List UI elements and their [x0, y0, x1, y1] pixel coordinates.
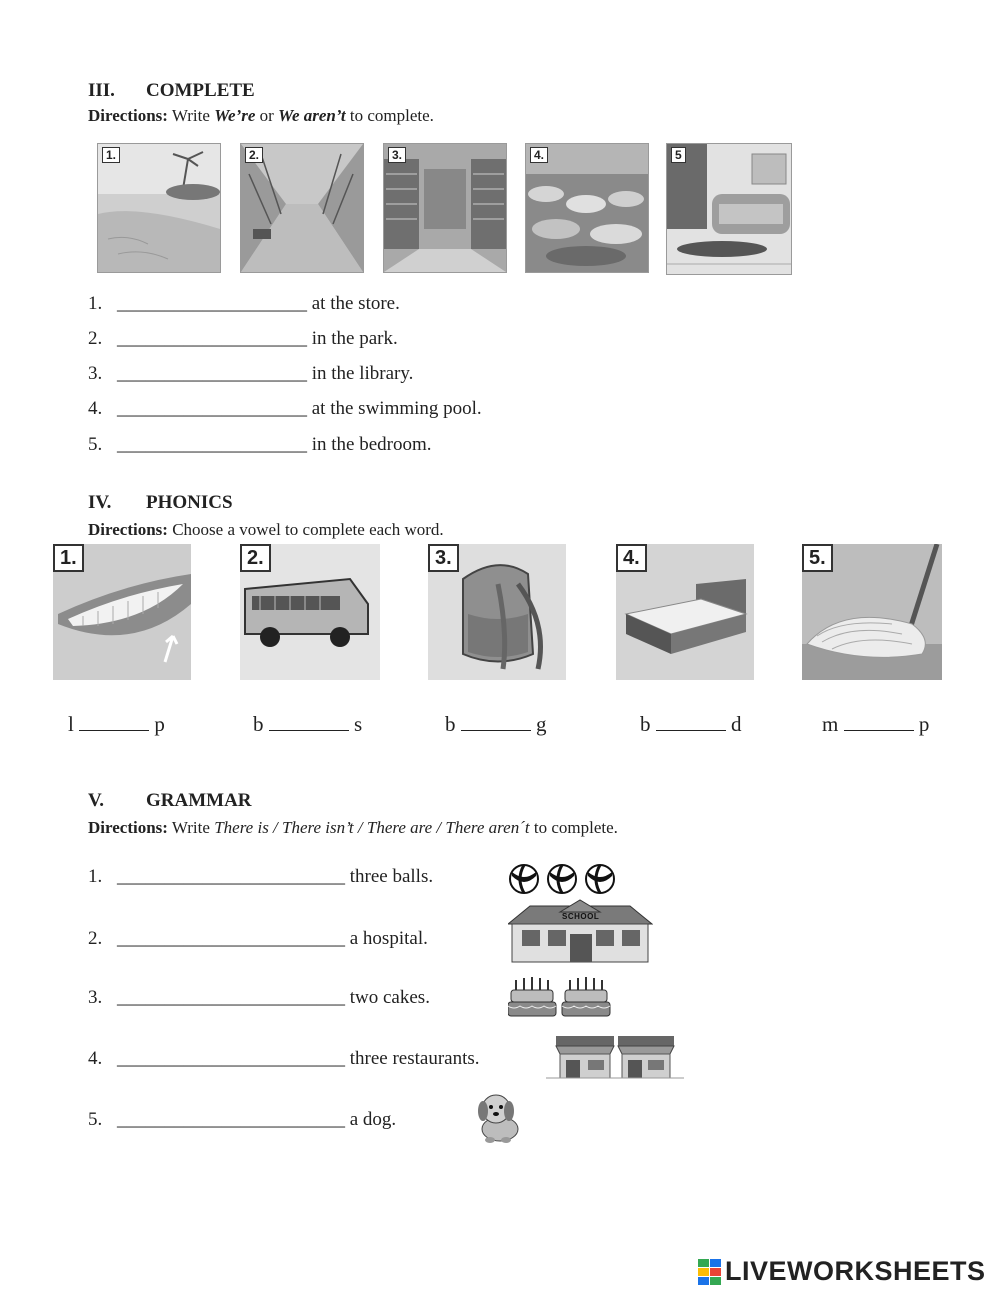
grammar-item-3 [88, 987, 430, 1009]
directions-options: There is / There isn’t / There are / There aren´t [214, 818, 530, 837]
vowel-blank[interactable] [269, 714, 349, 731]
item-text: in the library. [311, 363, 414, 384]
item-number: 1. [88, 293, 103, 314]
answer-blank[interactable]: ____________________ [117, 398, 307, 419]
item-text: three restaurants. [349, 1048, 480, 1069]
word-end: g [536, 712, 547, 736]
section-3-numeral: III. [88, 80, 115, 101]
word-start: b [640, 712, 651, 736]
cakes-picture [508, 972, 614, 1025]
item-number: 4. [88, 398, 103, 419]
lips-photo [53, 544, 191, 680]
restaurants-picture [546, 1034, 684, 1085]
item-number: 2. [88, 928, 103, 949]
word-end: s [354, 712, 363, 736]
image-label: 4. [616, 544, 647, 572]
phonics-word-5 [822, 712, 929, 737]
directions-label: Directions: [88, 106, 168, 125]
bed-photo [616, 544, 754, 680]
answer-blank[interactable]: ____________________ [117, 328, 307, 349]
complete-item-3 [88, 363, 413, 385]
answer-blank[interactable]: ____________________ [117, 293, 307, 314]
garden-photo [525, 143, 649, 273]
vowel-blank[interactable] [79, 714, 149, 731]
park-path-photo [240, 143, 364, 273]
item-number: 5. [88, 1109, 103, 1130]
living-room-photo [666, 143, 792, 275]
directions-text: Choose a vowel to complete each word. [172, 520, 444, 539]
image-label: 5. [802, 544, 833, 572]
vowel-blank[interactable] [656, 714, 726, 731]
word-end: d [731, 712, 742, 736]
section-5-title: GRAMMAR [146, 790, 252, 811]
phonics-word-2 [253, 712, 362, 737]
complete-item-5 [88, 434, 432, 456]
section-3-heading [88, 80, 255, 102]
answer-blank[interactable]: ________________________ [117, 928, 345, 949]
image-label: 4. [530, 147, 548, 163]
image-label: 1. [53, 544, 84, 572]
directions-option-1: We’re [214, 106, 256, 125]
section-3-directions [88, 106, 434, 126]
item-number: 2. [88, 328, 103, 349]
bag-photo [428, 544, 566, 680]
word-end: p [918, 712, 930, 736]
directions-text: to complete. [345, 106, 434, 125]
section-5-heading [88, 790, 252, 812]
image-label: 3. [388, 147, 406, 163]
liveworksheets-logo[interactable] [698, 1256, 986, 1287]
item-text: in the bedroom. [311, 434, 432, 455]
cake-icon [508, 977, 556, 1016]
directions-label: Directions: [88, 520, 168, 539]
grammar-item-2 [88, 928, 428, 950]
vowel-blank[interactable] [844, 714, 914, 731]
grammar-item-1 [88, 866, 433, 888]
section-4-numeral: IV. [88, 492, 112, 513]
answer-blank[interactable]: ____________________ [117, 434, 307, 455]
item-number: 1. [88, 866, 103, 887]
dog-icon [470, 1089, 526, 1148]
mop-photo [802, 544, 942, 680]
complete-item-1 [88, 293, 400, 315]
item-text: a hospital. [349, 928, 428, 949]
directions-text: or [255, 106, 279, 125]
image-label: 1. [102, 147, 120, 163]
section-3-title: COMPLETE [146, 80, 255, 101]
section-5-directions [88, 818, 618, 838]
beach-ball-icon [548, 865, 576, 893]
school-sign-text: SCHOOL [562, 912, 600, 921]
beach-photo [97, 143, 221, 273]
item-text: three balls. [349, 866, 434, 887]
answer-blank[interactable]: ________________________ [117, 987, 345, 1008]
beach-balls-picture [508, 862, 618, 901]
library-photo [383, 143, 507, 273]
phonics-word-1 [68, 712, 165, 737]
item-text: two cakes. [349, 987, 430, 1008]
directions-text: Write [171, 818, 215, 837]
cake-icon [562, 977, 610, 1016]
section-4-directions [88, 520, 444, 540]
word-end: p [154, 712, 165, 736]
item-text: a dog. [349, 1109, 397, 1130]
answer-blank[interactable]: ________________________ [117, 866, 345, 887]
section-4-title: PHONICS [146, 492, 233, 513]
beach-ball-icon [510, 865, 538, 893]
answer-blank[interactable]: ________________________ [117, 1109, 345, 1130]
beach-ball-icon [586, 865, 614, 893]
item-number: 3. [88, 363, 103, 384]
directions-label: Directions: [88, 818, 168, 837]
directions-text: to complete. [529, 818, 618, 837]
word-start: b [445, 712, 456, 736]
item-text: at the swimming pool. [311, 398, 482, 419]
grammar-item-4 [88, 1048, 480, 1070]
school-building-icon [508, 898, 653, 969]
liveworksheets-logo-icon [698, 1259, 722, 1285]
image-label: 2. [240, 544, 271, 572]
word-start: l [68, 712, 74, 736]
liveworksheets-logo-text: LIVEWORKSHEETS [725, 1256, 986, 1286]
restaurant-icon [556, 1036, 614, 1078]
grammar-item-5 [88, 1109, 396, 1131]
complete-item-2 [88, 328, 398, 350]
directions-text: Write [171, 106, 215, 125]
bus-photo [240, 544, 380, 680]
restaurant-icon [618, 1036, 674, 1078]
item-text: at the store. [311, 293, 400, 314]
image-label: 2. [245, 147, 263, 163]
phonics-word-3 [445, 712, 547, 737]
vowel-blank[interactable] [461, 714, 531, 731]
section-4-heading [88, 492, 233, 514]
image-label: 5 [671, 147, 686, 163]
word-start: m [822, 712, 839, 736]
item-number: 5. [88, 434, 103, 455]
answer-blank[interactable]: ____________________ [117, 363, 307, 384]
phonics-word-4 [640, 712, 742, 737]
answer-blank[interactable]: ________________________ [117, 1048, 345, 1069]
item-number: 3. [88, 987, 103, 1008]
complete-item-4 [88, 398, 482, 420]
word-start: b [253, 712, 264, 736]
section-5-numeral: V. [88, 790, 105, 811]
directions-option-2: We aren’t [278, 106, 346, 125]
image-label: 3. [428, 544, 459, 572]
item-number: 4. [88, 1048, 103, 1069]
item-text: in the park. [311, 328, 398, 349]
